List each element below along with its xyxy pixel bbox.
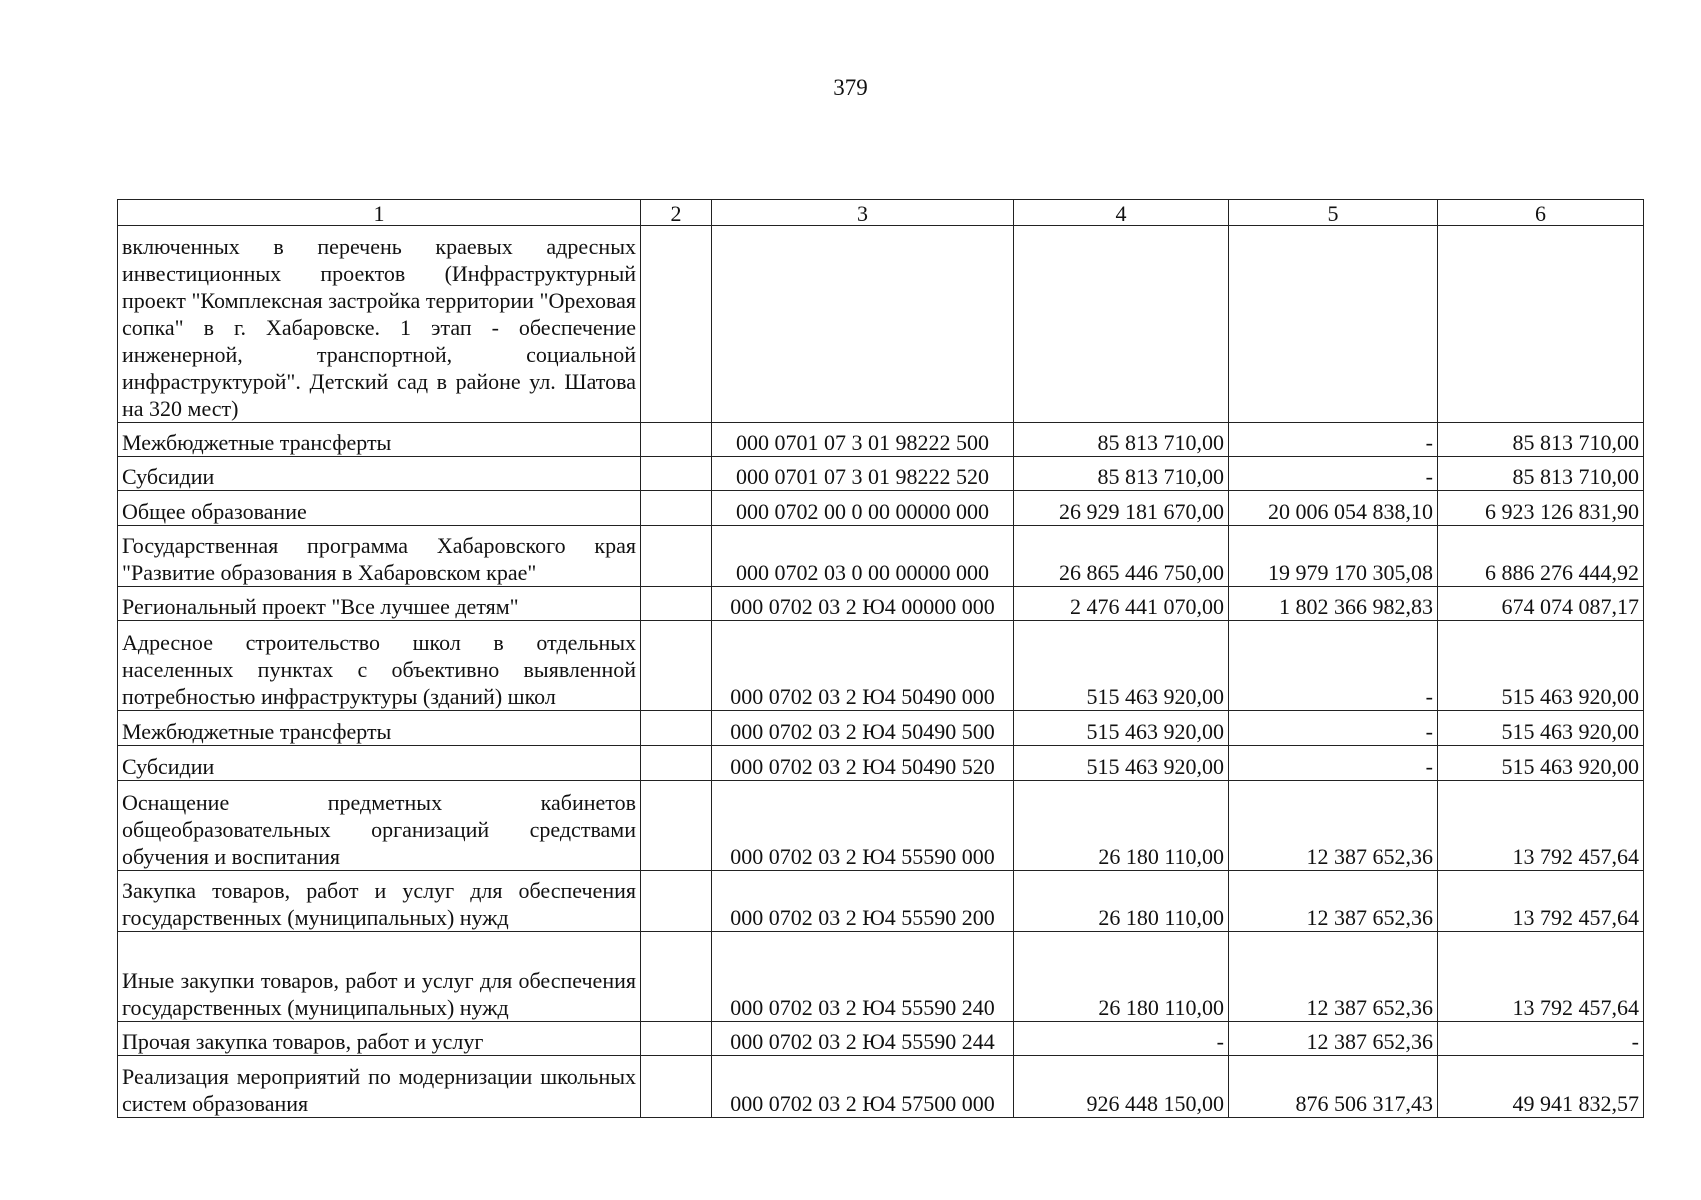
row-value-6: 515 463 920,00 xyxy=(1438,746,1644,781)
row-code: 000 0702 03 2 Ю4 50490 500 xyxy=(712,711,1014,746)
row-name: Адресное строительство школ в отдельных населенных пунктах с объективно выявленной потребностью инфраструктуры (зданий) школ xyxy=(118,621,641,711)
row-code: 000 0702 03 2 Ю4 00000 000 xyxy=(712,587,1014,621)
row-col2 xyxy=(641,1056,712,1118)
row-value-6: 515 463 920,00 xyxy=(1438,711,1644,746)
row-col2 xyxy=(641,871,712,932)
row-value-4: 26 865 446 750,00 xyxy=(1014,526,1229,587)
row-value-4: 515 463 920,00 xyxy=(1014,621,1229,711)
row-value-4: 926 448 150,00 xyxy=(1014,1056,1229,1118)
row-col2 xyxy=(641,781,712,871)
column-header: 2 xyxy=(641,200,712,226)
row-value-5: - xyxy=(1229,423,1438,457)
column-header: 3 xyxy=(712,200,1014,226)
row-value-5: - xyxy=(1229,621,1438,711)
row-value-4: 26 180 110,00 xyxy=(1014,871,1229,932)
row-code xyxy=(712,226,1014,423)
row-value-4: 85 813 710,00 xyxy=(1014,457,1229,491)
row-value-5: 12 387 652,36 xyxy=(1229,932,1438,1022)
row-value-5: 12 387 652,36 xyxy=(1229,781,1438,871)
row-code: 000 0701 07 3 01 98222 520 xyxy=(712,457,1014,491)
row-col2 xyxy=(641,457,712,491)
row-col2 xyxy=(641,1022,712,1056)
row-value-5 xyxy=(1229,226,1438,423)
row-code: 000 0702 03 2 Ю4 50490 520 xyxy=(712,746,1014,781)
column-header: 4 xyxy=(1014,200,1229,226)
row-name: Межбюджетные трансферты xyxy=(118,423,641,457)
row-value-5: 876 506 317,43 xyxy=(1229,1056,1438,1118)
row-value-4: - xyxy=(1014,1022,1229,1056)
row-value-6: - xyxy=(1438,1022,1644,1056)
row-value-6: 6 886 276 444,92 xyxy=(1438,526,1644,587)
row-name: Оснащение предметных кабинетов общеобразовательных организаций средствами обучения и воспитания xyxy=(118,781,641,871)
row-value-4: 26 929 181 670,00 xyxy=(1014,491,1229,526)
row-col2 xyxy=(641,711,712,746)
row-code: 000 0702 03 2 Ю4 50490 000 xyxy=(712,621,1014,711)
row-code: 000 0702 03 0 00 00000 000 xyxy=(712,526,1014,587)
row-value-4: 515 463 920,00 xyxy=(1014,711,1229,746)
row-col2 xyxy=(641,491,712,526)
table-row xyxy=(118,1022,1644,1056)
table-row xyxy=(118,587,1644,621)
row-value-6: 674 074 087,17 xyxy=(1438,587,1644,621)
row-value-6: 13 792 457,64 xyxy=(1438,871,1644,932)
row-col2 xyxy=(641,526,712,587)
row-value-4: 26 180 110,00 xyxy=(1014,781,1229,871)
row-value-5: 19 979 170 305,08 xyxy=(1229,526,1438,587)
row-value-4 xyxy=(1014,226,1229,423)
row-name: Прочая закупка товаров, работ и услуг xyxy=(118,1022,641,1056)
table-row xyxy=(118,526,1644,587)
row-value-6: 49 941 832,57 xyxy=(1438,1056,1644,1118)
row-code: 000 0702 03 2 Ю4 57500 000 xyxy=(712,1056,1014,1118)
table-row xyxy=(118,621,1644,711)
row-value-4: 85 813 710,00 xyxy=(1014,423,1229,457)
row-name: Межбюджетные трансферты xyxy=(118,711,641,746)
column-header: 6 xyxy=(1438,200,1644,226)
row-code: 000 0702 03 2 Ю4 55590 200 xyxy=(712,871,1014,932)
table-row xyxy=(118,871,1644,932)
row-name: включенных в перечень краевых адресных инвестиционных проектов (Инфраструктурный проект "Комплексная застройка территории "Ореховая сопка" в г. Хабаровске. 1 этап - обеспечение инженерной, транспортной, социальной инфраструктурой". Детский сад в районе ул. Шатова на 320 мест) xyxy=(118,226,641,423)
row-name: Региональный проект "Все лучшее детям" xyxy=(118,587,641,621)
table-row xyxy=(118,781,1644,871)
column-header: 5 xyxy=(1229,200,1438,226)
row-value-6 xyxy=(1438,226,1644,423)
row-name: Иные закупки товаров, работ и услуг для обеспечения государственных (муниципальных) нужд xyxy=(118,932,641,1022)
row-value-5: - xyxy=(1229,457,1438,491)
row-value-5: 12 387 652,36 xyxy=(1229,871,1438,932)
row-value-5: - xyxy=(1229,711,1438,746)
row-col2 xyxy=(641,587,712,621)
row-value-6: 85 813 710,00 xyxy=(1438,457,1644,491)
page-number: 379 xyxy=(833,75,868,100)
row-name: Субсидии xyxy=(118,746,641,781)
table-row xyxy=(118,457,1644,491)
table-row xyxy=(118,491,1644,526)
budget-table xyxy=(117,199,1644,1118)
row-value-5: 1 802 366 982,83 xyxy=(1229,587,1438,621)
table-row xyxy=(118,711,1644,746)
row-col2 xyxy=(641,746,712,781)
row-col2 xyxy=(641,226,712,423)
table-row xyxy=(118,1056,1644,1118)
row-name: Государственная программа Хабаровского края "Развитие образования в Хабаровском крае" xyxy=(118,526,641,587)
row-value-6: 13 792 457,64 xyxy=(1438,781,1644,871)
column-header: 1 xyxy=(118,200,641,226)
row-value-5: 12 387 652,36 xyxy=(1229,1022,1438,1056)
row-code: 000 0702 00 0 00 00000 000 xyxy=(712,491,1014,526)
row-code: 000 0702 03 2 Ю4 55590 244 xyxy=(712,1022,1014,1056)
row-value-4: 26 180 110,00 xyxy=(1014,932,1229,1022)
row-value-5: 20 006 054 838,10 xyxy=(1229,491,1438,526)
row-col2 xyxy=(641,621,712,711)
row-value-4: 515 463 920,00 xyxy=(1014,746,1229,781)
table-row xyxy=(118,226,1644,423)
row-value-6: 85 813 710,00 xyxy=(1438,423,1644,457)
table-row xyxy=(118,932,1644,1022)
row-code: 000 0702 03 2 Ю4 55590 240 xyxy=(712,932,1014,1022)
row-code: 000 0702 03 2 Ю4 55590 000 xyxy=(712,781,1014,871)
row-name: Реализация мероприятий по модернизации школьных систем образования xyxy=(118,1056,641,1118)
row-col2 xyxy=(641,932,712,1022)
row-code: 000 0701 07 3 01 98222 500 xyxy=(712,423,1014,457)
row-name: Общее образование xyxy=(118,491,641,526)
row-value-6: 13 792 457,64 xyxy=(1438,932,1644,1022)
table-row xyxy=(118,746,1644,781)
row-col2 xyxy=(641,423,712,457)
row-name: Закупка товаров, работ и услуг для обеспечения государственных (муниципальных) нужд xyxy=(118,871,641,932)
row-name: Субсидии xyxy=(118,457,641,491)
table-header-row xyxy=(118,200,1644,226)
row-value-5: - xyxy=(1229,746,1438,781)
row-value-4: 2 476 441 070,00 xyxy=(1014,587,1229,621)
row-value-6: 515 463 920,00 xyxy=(1438,621,1644,711)
row-value-6: 6 923 126 831,90 xyxy=(1438,491,1644,526)
table-row xyxy=(118,423,1644,457)
